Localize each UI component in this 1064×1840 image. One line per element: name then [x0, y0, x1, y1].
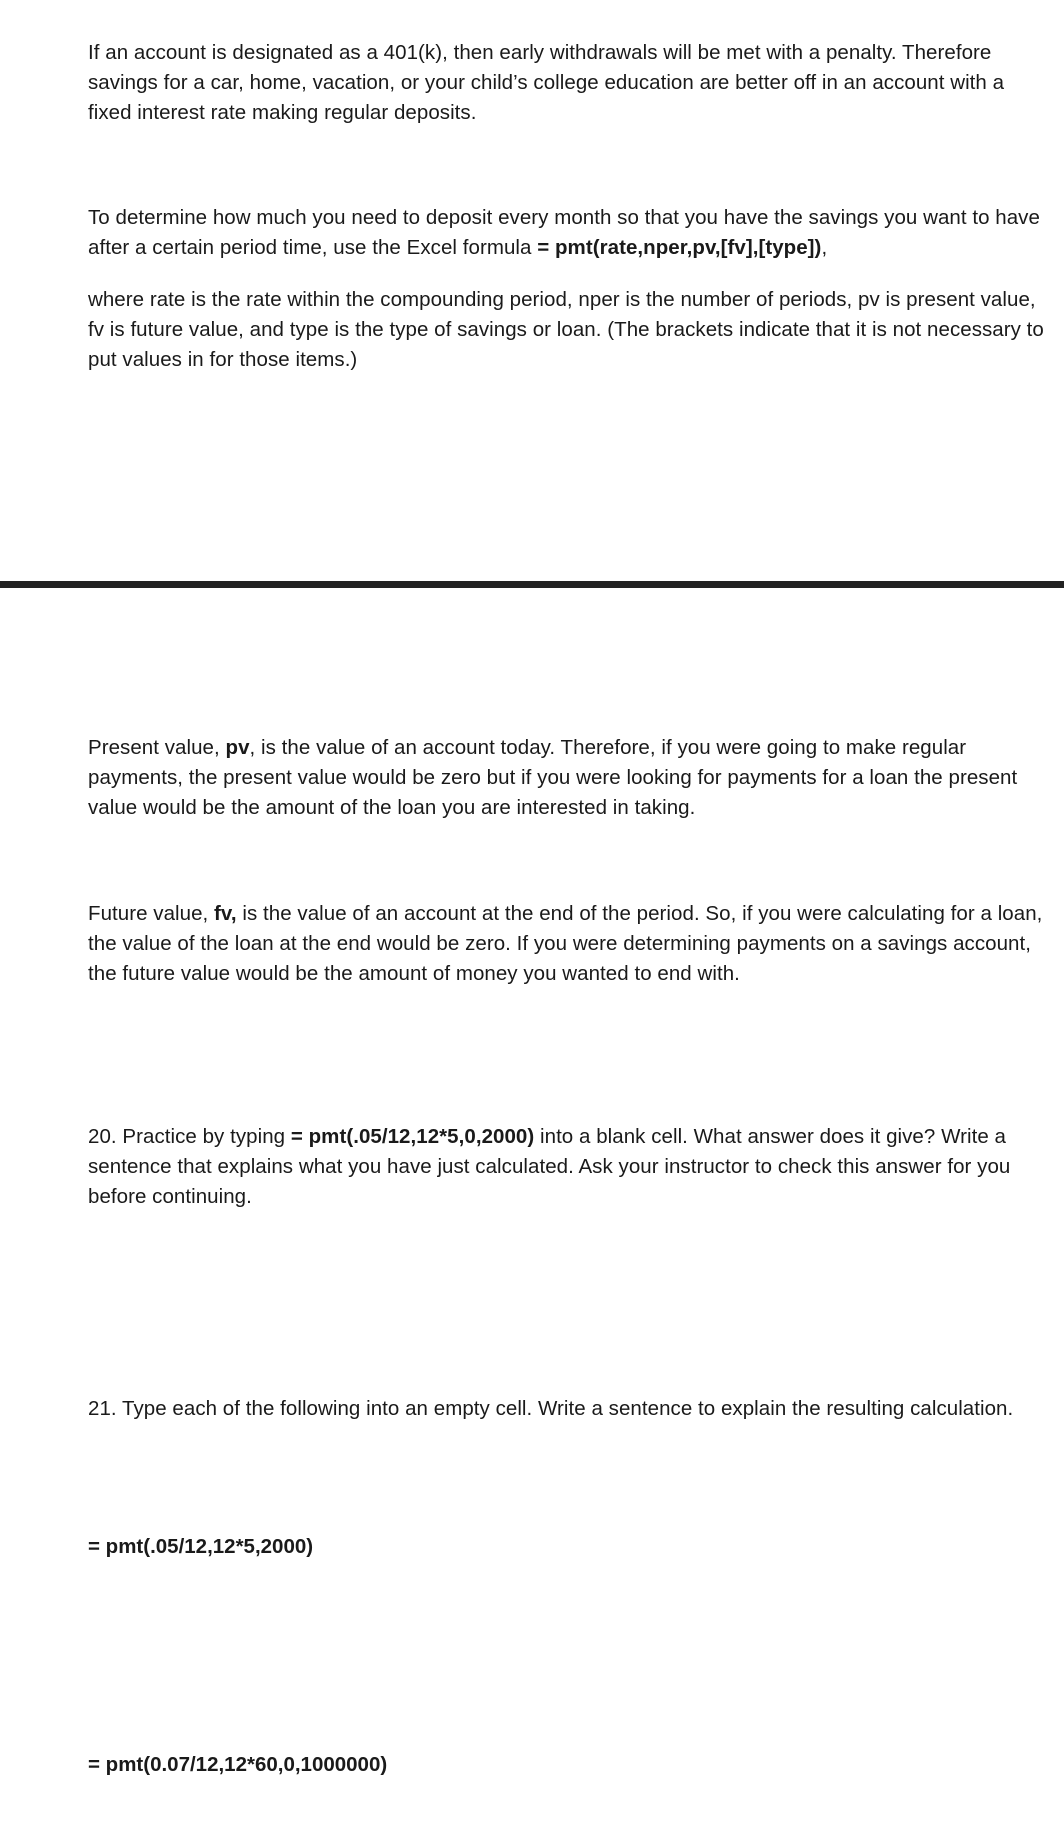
present-value-term: pv: [225, 736, 250, 759]
pmt-definitions-text: where rate is the rate within the compounding period, nper is the number of periods, pv is present value, fv is future value, and type is the type of savings or loan. (The brackets indicate that it is not necessary to put values in for those items.): [88, 288, 1044, 371]
pmt-intro-text: To determine how much you need to deposit every month so that you have the savings you want to have after a certain period time, use the Excel formula: [88, 206, 1040, 259]
future-value-lead: Future value,: [88, 902, 215, 925]
future-value-term: fv,: [214, 902, 237, 925]
question-20-text: into a blank cell. What answer does it give? Write a sentence that explains what you have just calculated. Ask your instructor to check this answer for you before continuing.: [88, 1125, 1011, 1208]
paragraph-pmt-intro: [88, 203, 1048, 263]
pmt-formula-syntax: = pmt(rate,nper,pv,[fv],[type]): [537, 236, 822, 259]
question-20: [88, 1122, 1048, 1212]
present-value-text: , is the value of an account today. Therefore, if you were going to make regular payments, the present value would be zero but if you were looking for payments for a loan the present value would be the amount of the loan you are interested in taking.: [88, 736, 1018, 819]
question-20-formula: = pmt(.05/12,12*5,0,2000): [290, 1125, 535, 1148]
question-21-text: 21. Type each of the following into an empty cell. Write a sentence to explain the resulting calculation.: [88, 1397, 1014, 1420]
present-value-lead: Present value,: [88, 736, 226, 759]
question-20-lead: 20. Practice by typing: [88, 1125, 291, 1148]
page-divider: [0, 581, 1064, 588]
formula-a: = pmt(.05/12,12*5,2000): [88, 1535, 314, 1558]
future-value-text: is the value of an account at the end of the period. So, if you were calculating for a loan, the value of the loan at the end would be zero. If you were determining payments on a savings account, the future value would be the amount of money you wanted to end with.: [88, 902, 1043, 985]
paragraph-future-value: [88, 899, 1048, 989]
paragraph-401k-text: If an account is designated as a 401(k), then early withdrawals will be met with a penalty. Therefore savings for a car, home, vacation, or your child’s college education are better off in an account with a fixed interest rate making regular deposits.: [88, 41, 1005, 124]
paragraph-present-value: [88, 733, 1048, 823]
question-21: [88, 1394, 1048, 1424]
paragraph-pmt-definitions: [88, 285, 1048, 375]
formula-b: = pmt(0.07/12,12*60,0,1000000): [88, 1753, 388, 1776]
pmt-intro-punct: ,: [821, 236, 828, 259]
paragraph-401k: [88, 38, 1048, 128]
